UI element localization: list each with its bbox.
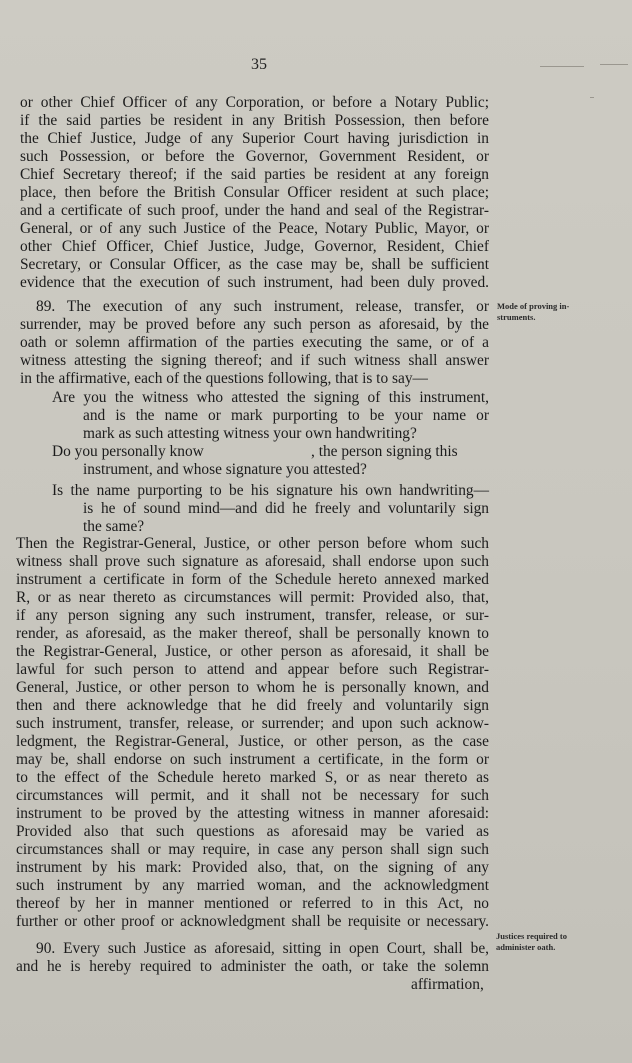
text-line: instrument a certificate in form of the Schedule hereto annexed marked [16, 571, 489, 588]
question-line: Are you the witness who attested the signing of this instrument, [52, 389, 489, 406]
text-line: then and there acknowledge that he did freely and voluntarily sign [16, 697, 489, 714]
text-line: the Chief Justice, Judge of any Superior Court having jurisdiction in [20, 130, 489, 147]
question-line: and is the name or mark purporting to be your name or [83, 407, 489, 424]
text-line: circumstances will permit, and it shall not be necessary for such [16, 787, 489, 804]
edge-mark [600, 64, 628, 65]
question-line: instrument, and whose signature you attested? [83, 461, 367, 478]
question-line: the same? [83, 518, 145, 535]
text-line: Provided also that such questions as aforesaid may be varied as [16, 823, 489, 840]
margin-note: struments. [497, 312, 536, 322]
text-line: if the said parties be resident in any British Possession, then before [20, 112, 489, 129]
text-line: and a certificate of such proof, under the hand and seal of the Registrar- [20, 202, 489, 219]
text-line: affirmation, [411, 976, 484, 993]
text-line: other Chief Officer, Chief Justice, Judge, Governor, Resident, Chief [20, 238, 489, 255]
text-line: R, or as near thereto as circumstances will permit: Provided also, that, [16, 589, 489, 606]
text-line: instrument by his mark: Provided also, that, on the signing of any [16, 859, 489, 876]
page-number: 35 [251, 56, 267, 73]
question-line: is he of sound mind—and did he freely and voluntarily sign [83, 500, 489, 517]
text-line: witness attesting the signing thereof; and if such witness shall answer [20, 352, 489, 369]
text-line: render, as aforesaid, as the maker thereof, shall be personally known to [16, 625, 489, 642]
text-line: circumstances shall or may require, in case any person shall sign such [16, 841, 489, 858]
text-line: and he is hereby required to administer the oath, or take the solemn [16, 958, 489, 975]
text-line: such instrument, transfer, release, or surrender; and upon such acknow- [16, 715, 489, 732]
question-line: Is the name purporting to be his signature his own handwriting— [52, 482, 489, 499]
section-89-start: 89. The execution of any such instrument, release, transfer, or [36, 298, 489, 315]
text-line: if any person signing any such instrument, transfer, release, or sur- [16, 607, 489, 624]
text-line: further or other proof or acknowledgment shall be requisite or necessary. [16, 913, 489, 930]
text-line: ledgment, the Registrar-General, Justice, or other person, as the case [16, 733, 489, 750]
text-line: oath or solemn affirmation of the parties executing the same, or of a [20, 334, 489, 351]
question-line: , the person signing this [311, 443, 458, 460]
section-90-start: 90. Every such Justice as aforesaid, sitting in open Court, shall be, [36, 940, 489, 957]
question-line: mark as such attesting witness your own handwriting? [83, 425, 417, 442]
edge-mark [540, 66, 584, 67]
text-line: such Possession, or before the Governor, Government Resident, or [20, 148, 489, 165]
text-line: surrender, may be proved before any such person as aforesaid, by the [20, 316, 489, 333]
margin-note: administer oath. [496, 942, 556, 952]
margin-note: Mode of proving in- [497, 301, 570, 311]
text-line: instrument to be proved by the attesting witness in manner aforesaid: [16, 805, 489, 822]
text-line: General, Justice, or other person to whom he is personally known, and [16, 679, 489, 696]
text-line: thereof by her in manner mentioned or referred to in this Act, no [16, 895, 489, 912]
text-line: Chief Secretary thereof; if the said parties be resident at any foreign [20, 166, 489, 183]
text-line: or other Chief Officer of any Corporation, or before a Notary Public; [20, 94, 489, 111]
question-line: Do you personally know [52, 443, 204, 460]
text-line: may be, shall endorse on such instrument a certificate, in the form or [16, 751, 489, 768]
edge-mark [590, 97, 594, 98]
text-line: in the affirmative, each of the questions following, that is to say— [20, 370, 428, 387]
text-line: Then the Registrar-General, Justice, or other person before whom such [16, 535, 489, 552]
text-line: evidence that the execution of such instrument, had been duly proved. [20, 274, 489, 291]
text-line: the Registrar-General, Justice, or other person as aforesaid, it shall be [16, 643, 489, 660]
text-line: witness shall prove such signature as aforesaid, shall endorse upon such [16, 553, 489, 570]
text-line: Secretary, or Consular Officer, as the case may be, shall be sufficient [20, 256, 489, 273]
text-line: to the effect of the Schedule hereto marked S, or as near thereto as [16, 769, 489, 786]
margin-note: Justices required to [496, 931, 567, 941]
text-line: General, or of any such Justice of the Peace, Notary Public, Mayor, or [20, 220, 489, 237]
text-line: lawful for such person to attend and appear before such Registrar- [16, 661, 489, 678]
text-line: such instrument by any married woman, and the acknowledgment [16, 877, 489, 894]
text-line: place, then before the British Consular Officer resident at such place; [20, 184, 489, 201]
